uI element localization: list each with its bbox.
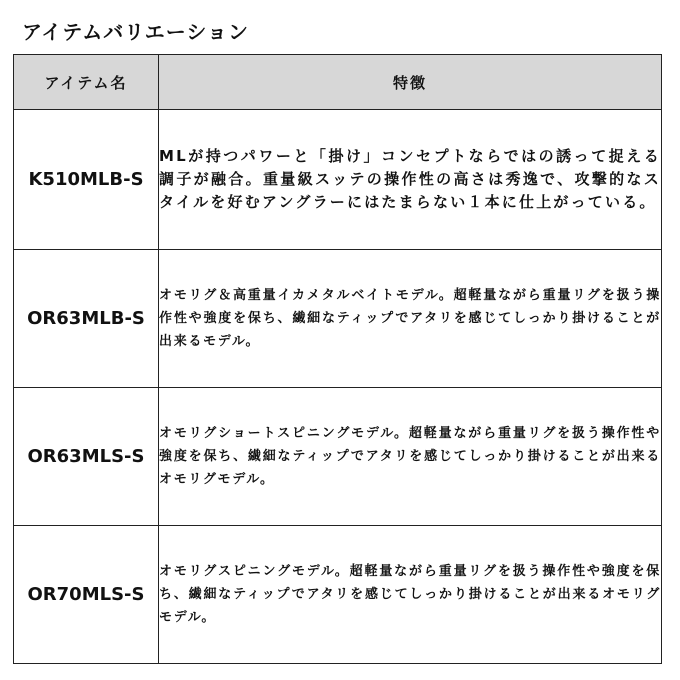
table-row <box>14 388 662 526</box>
item-name-cell: OR63MLB-S <box>14 250 159 388</box>
feature-text: オモリグ＆高重量イカメタルベイトモデル。超軽量ながら重量リグを扱う操作性や強度を保ち、繊細なティップでアタリを感じてしっかり掛けることが出来るモデル。 <box>159 288 661 349</box>
feature-cell <box>159 526 662 664</box>
header-features: 特徴 <box>159 55 662 110</box>
feature-cell <box>159 388 662 526</box>
item-name-cell: K510MLB-S <box>14 110 159 250</box>
feature-text: オモリグスピニングモデル。超軽量ながら重量リグを扱う操作性や強度を保ち、繊細なティップでアタリを感じてしっかり掛けることが出来るオモリグモデル。 <box>159 564 661 625</box>
header-item-name: アイテム名 <box>14 55 159 110</box>
table-header-row <box>14 55 662 110</box>
table-row <box>14 110 662 250</box>
item-name-cell: OR70MLS-S <box>14 526 159 664</box>
page-title: アイテムバリエーション <box>22 20 249 44</box>
item-variation-table <box>13 54 662 664</box>
feature-text: オモリグショートスピニングモデル。超軽量ながら重量リグを扱う操作性や強度を保ち、繊細なティップでアタリを感じてしっかり掛けることが出来るオモリグモデル。 <box>159 426 661 487</box>
feature-text: MLが持つパワーと「掛け」コンセプトならではの誘って捉える調子が融合。重量級スッテの操作性の高さは秀逸で、攻撃的なスタイルを好むアングラーにはたまらない１本に仕上がっている。 <box>159 147 661 211</box>
feature-cell <box>159 250 662 388</box>
feature-cell <box>159 110 662 250</box>
item-name-cell: OR63MLS-S <box>14 388 159 526</box>
table-row <box>14 250 662 388</box>
table-row <box>14 526 662 664</box>
